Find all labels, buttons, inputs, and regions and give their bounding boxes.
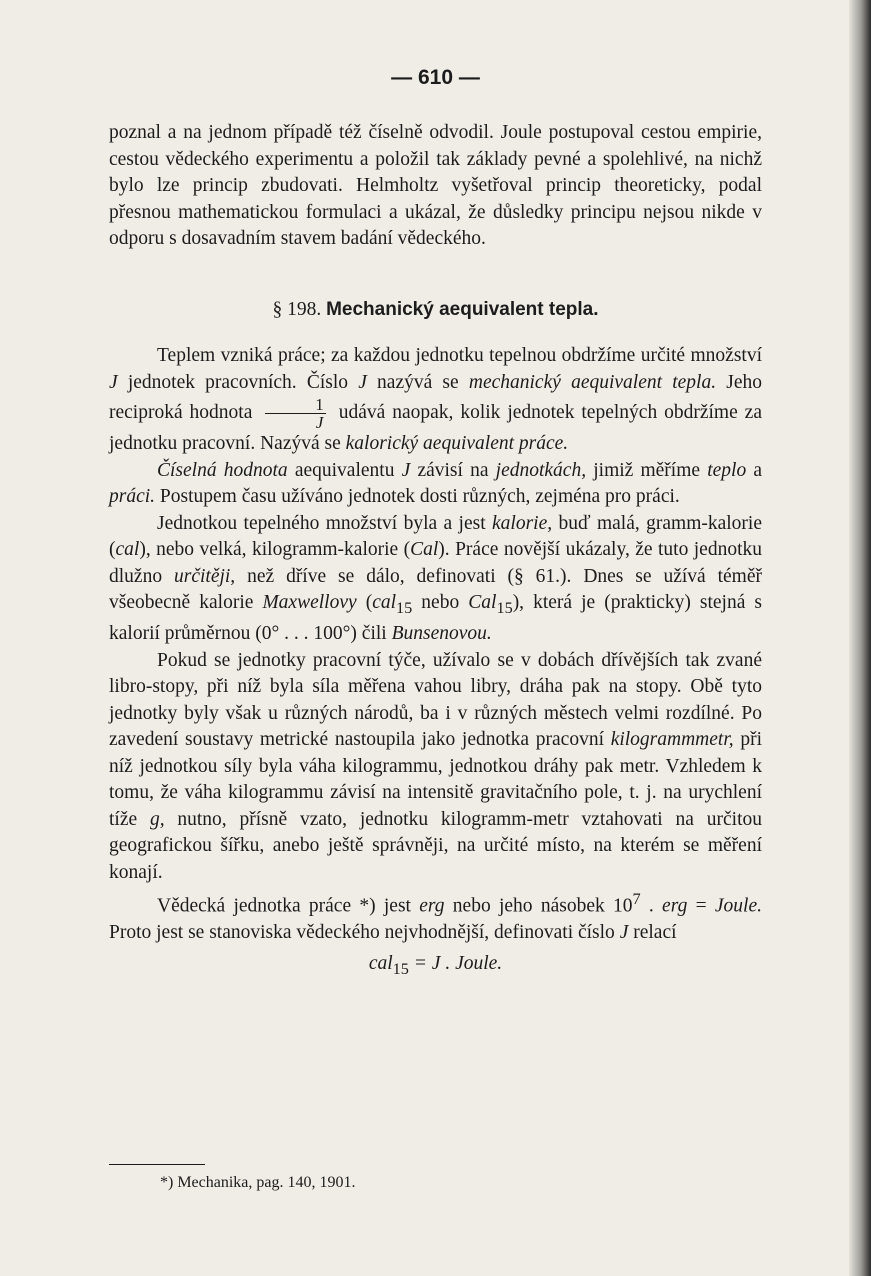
section-heading: [109, 297, 762, 324]
equation: cal$_{15}$ = J . Joule.: [368, 952, 503, 978]
paragraph-4: Jednotkou tepelného množství byla a jest kalorie, buď malá, gramm-kalorie (cal), nebo velká, kilogramm-kalorie (Cal). Práce novější ukázaly, že tuto jednotku dlužno určitěji, než dříve se dálo, definovati (§ 61.). Dnes se užívá téměř všeobecně kalorie Maxwellovy (cal$_{15}$ nebo Cal$_{15}$), která je (prakticky) stejná s kalorií průměrnou (0° . . . 100°) čili Bunsenovou.: [109, 512, 762, 645]
paragraph-6: Vědecká jednotka práce *) jest erg nebo jeho násobek $10^7$ . erg = Joule. Proto jest se stanoviska vědeckého nejvhodnější, definovati číslo J relací: [109, 890, 762, 944]
section-number: § 198.: [272, 298, 322, 320]
term-caloric-equivalent: kalorický aequivalent práce.: [345, 433, 569, 454]
footnote-divider: [109, 1164, 205, 1165]
paragraph-5: Pokud se jednotky pracovní týče, užívalo se v dobách dřívějších tak zvané libro-stopy, při níž byla síla měřena vahou libry, dráha pak na stopy. Obě tyto jednotky byly však u různých národů, ba i v různých městech velmi rozdílné. Po zavedení soustavy metrické nastoupila jako jednotka pracovní kilogrammmetr, při níž jednotkou síly byla váha kilogrammu, jednotkou dráhy pak metr. Vzhledem k tomu, že váha kilogrammu závisí na intensitě gravitačního pole, t. j. na urychlení tíže g, nutno, přísně vzato, jednotku kilogramm-metr vztahovati na určitou geografickou šířku, anebo ještě správněji, na určité místo, na kterém se měření konají.: [109, 649, 762, 883]
body-text: [109, 120, 762, 982]
paragraph-1: poznal a na jednom případě též číselně odvodil. Joule postupoval cestou empirie, cestou vědeckého experimentu a položil tak základy pevné a spolehlivé, na nichž bylo lze princip zbudovati. Helmholtz vyšetřoval princip theoreticky, podal přesnou mathematickou formulaci a ukázal, že důsledky principu nejsou nikde v odporu s dosavadním stavem badání vědeckého.: [109, 122, 762, 249]
section-title: Mechanický aequivalent tepla.: [326, 298, 599, 320]
footnote: *) Mechanika, pag. 140, 1901.: [160, 1174, 356, 1191]
page-edge-shadow: [849, 0, 871, 1276]
fraction-one-over-j: $\frac{1}{J}$: [265, 396, 326, 431]
paragraph-3: Číselná hodnota aequivalentu J závisí na jednotkách, jimiž měříme teplo a práci. Postupem času užíváno jednotek dosti různých, zejména pro práci.: [109, 459, 763, 507]
term-mechanical-equivalent: mechanický aequivalent tepla.: [468, 371, 717, 393]
paragraph-2: Teplem vzniká práce; za každou jednotku tepelnou obdržíme určité množství J jednotek pracovních. Číslo J nazývá se mechanický aequivalent tepla. Jeho reciproká hodnota $\frac{1}{J}$ udává naopak, kolik jednotek tepelných obdržíme za jednotku pracovní. Nazývá se kalorický aequivalent práce.: [109, 345, 762, 454]
page-number: — 610 —: [391, 66, 480, 89]
